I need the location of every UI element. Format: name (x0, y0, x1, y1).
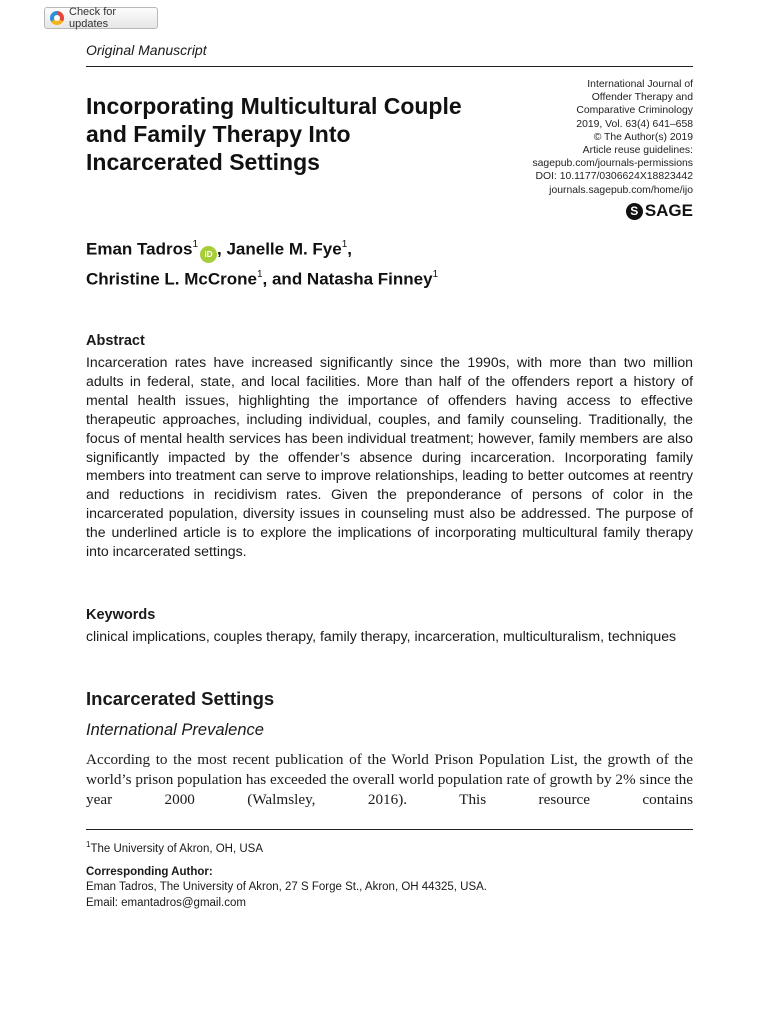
journal-info-line: Offender Therapy and (591, 92, 693, 104)
doi-link[interactable]: DOI: 10.1177/0306624X18823442 (535, 171, 693, 183)
affiliation-marker: 1 (341, 239, 348, 250)
section-heading: Incarcerated Settings (86, 688, 275, 709)
affiliation-marker: 1 (432, 268, 439, 280)
affiliation-marker: 1 (192, 239, 198, 250)
journal-info-line: © The Author(s) 2019 (593, 131, 693, 143)
abstract-heading: Abstract (86, 333, 145, 349)
keywords-text: clinical implications, couples therapy, family therapy, incarceration, multiculturalism, techniques (86, 628, 677, 644)
article-type-label: Original Manuscript (86, 42, 207, 58)
footnote-divider (86, 829, 693, 830)
affiliation-marker: 1 (86, 840, 91, 849)
sage-logo-icon: S (626, 203, 643, 220)
author-name[interactable]: Christine L. McCrone (86, 269, 257, 289)
body-paragraph: According to the most recent publication of the World Prison Population List, the growth of the world’s prison population has exceeded the overall world population rate of growth by 2% since the year 2000 (Walmsley, 2016). This resource contains (86, 751, 693, 808)
check-for-updates-button[interactable] (44, 7, 158, 29)
author-line-1 (86, 233, 646, 263)
journal-info (463, 78, 693, 197)
journal-info-line: Article reuse guidelines: (582, 145, 693, 157)
author-list (86, 233, 646, 292)
author-name[interactable]: , Janelle M. Fye (217, 239, 342, 259)
orcid-icon[interactable]: iD (200, 246, 217, 263)
corresponding-author-address: Eman Tadros, The University of Akron, 27 S Forge St., Akron, OH 44325, USA. (86, 881, 487, 893)
author-line-2 (86, 263, 646, 293)
check-for-updates-label: Check for updates (69, 6, 117, 30)
journal-permissions-link[interactable]: sagepub.com/journals-permissions (532, 158, 693, 170)
author-separator: , (347, 239, 353, 259)
article-title: Incorporating Multicultural Couple and Family Therapy Into Incarcerated Settings (86, 93, 462, 175)
keywords-heading: Keywords (86, 607, 156, 623)
subsection-heading: International Prevalence (86, 721, 264, 739)
author-name[interactable]: , and Natasha Finney (262, 269, 433, 289)
sage-logo-text: SAGE (644, 201, 693, 220)
corresponding-author-email[interactable]: Email: emantadros@gmail.com (86, 897, 246, 909)
abstract-text: Incarceration rates have increased significantly since the 1990s, with more than two million adults in federal, state, and local facilities. More than half of the offenders report a history of mental health issues, highlighting the importance of offenders having access to effective therapeutic approaches, including individual, couples, and family counseling. Traditionally, the focus of mental health services has been individual treatment; however, family members are also significantly impacted by the offender’s absence during incarceration. Incorporating family members into treatment can serve to improve relationships, leading to better outcomes at reentry and reductions in recidivism rates. Given the preponderance of persons of color in the incarcerated population, diversity issues in counseling must also be addressed. The purpose of the underlined article is to explore the implications of incorporating multicultural family therapy into incarcerated settings. (86, 354, 693, 560)
sage-logo (626, 201, 693, 221)
affiliation-marker: 1 (256, 268, 263, 280)
corresponding-author-heading: Corresponding Author: (86, 866, 213, 878)
journal-info-line: 2019, Vol. 63(4) 641–658 (576, 118, 693, 130)
crossmark-icon (50, 11, 64, 25)
author-name[interactable]: Eman Tadros (86, 239, 193, 259)
header-divider (86, 66, 693, 67)
journal-info-line: Comparative Criminology (576, 105, 693, 117)
journal-home-link[interactable]: journals.sagepub.com/home/ijo (549, 184, 693, 196)
affiliation-footnote (86, 840, 263, 855)
affiliation-text: The University of Akron, OH, USA (90, 842, 264, 855)
journal-info-line: International Journal of (587, 79, 693, 90)
